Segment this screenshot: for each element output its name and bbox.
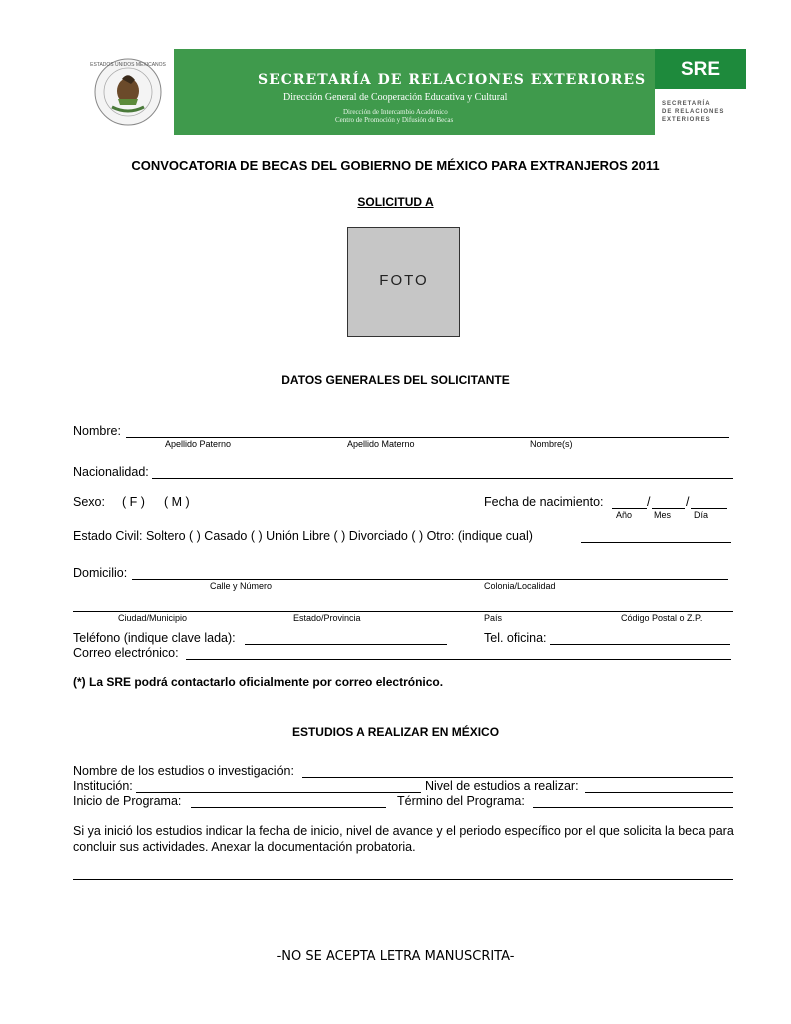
nivel-field[interactable]	[585, 792, 733, 793]
anio-caption: Año	[616, 510, 633, 520]
termino-field[interactable]	[533, 807, 733, 808]
mexico-seal-icon	[82, 49, 174, 135]
estudios-respuesta-field[interactable]	[73, 879, 733, 880]
nota-sre: (*) La SRE podrá contactarlo oficialmente por correo electrónico.	[73, 675, 444, 689]
anio-field[interactable]	[612, 508, 647, 509]
fecha-slash-1: /	[647, 495, 651, 509]
banner-direccion: Dirección General de Cooperación Educativa y Cultural	[283, 92, 508, 103]
nombre-field[interactable]	[126, 437, 729, 438]
estudios-parrafo: Si ya inició los estudios indicar la fecha de inicio, nivel de avance y el periodo específico por el que solicita la beca para concluir sus actividades. Anexar la documentación probatoria.	[73, 824, 734, 854]
institucion-field[interactable]	[136, 792, 421, 793]
pais-caption: País	[484, 613, 503, 623]
seal-text: ESTADOS UNIDOS MEXICANOS	[90, 62, 166, 68]
nacionalidad-field[interactable]	[152, 478, 733, 479]
dia-field[interactable]	[691, 508, 727, 509]
banner-secretaria: SECRETARÍA DE RELACIONES EXTERIORES	[258, 72, 647, 88]
apellido-materno-caption: Apellido Materno	[347, 439, 415, 449]
fecha-slash-2: /	[686, 495, 690, 509]
telefono-label: Teléfono (indique clave lada):	[73, 631, 236, 645]
domicilio-field-2[interactable]	[73, 611, 733, 612]
apellido-paterno-caption: Apellido Paterno	[165, 439, 232, 449]
sexo-m-option[interactable]: ( M )	[164, 495, 190, 509]
estado-civil-otro-field[interactable]	[581, 542, 731, 543]
sexo-label: Sexo:	[73, 495, 105, 509]
section-general-title: DATOS GENERALES DEL SOLICITANTE	[281, 373, 510, 387]
fecha-nacimiento-label: Fecha de nacimiento:	[484, 495, 604, 509]
correo-field[interactable]	[186, 659, 731, 660]
seal-box	[82, 49, 174, 135]
estado-caption: Estado/Provincia	[293, 613, 361, 623]
sre-logo-sub: SECRETARÍA DE RELACIONES EXTERIORES	[662, 101, 725, 123]
sexo-f-option[interactable]: ( F )	[122, 495, 145, 509]
termino-label: Término del Programa:	[397, 794, 525, 808]
nombre-label: Nombre:	[73, 424, 121, 438]
banner-centro: Centro de Promoción y Difusión de Becas	[335, 116, 454, 124]
document-subtitle: SOLICITUD A	[357, 195, 434, 209]
inicio-field[interactable]	[191, 807, 386, 808]
nombre-estudios-field[interactable]	[302, 777, 733, 778]
correo-label: Correo electrónico:	[73, 646, 179, 660]
ciudad-caption: Ciudad/Municipio	[118, 613, 188, 623]
footer-note: -NO SE ACEPTA LETRA MANUSCRITA-	[276, 949, 515, 964]
tel-oficina-label: Tel. oficina:	[484, 631, 547, 645]
telefono-field[interactable]	[245, 644, 447, 645]
photo-label: FOTO	[379, 272, 429, 289]
colonia-caption: Colonia/Localidad	[484, 581, 556, 591]
tel-oficina-field[interactable]	[550, 644, 730, 645]
nombre-estudios-label: Nombre de los estudios o investigación:	[73, 764, 294, 778]
estado-civil-label: Estado Civil: Soltero ( ) Casado ( ) Unión Libre ( ) Divorciado ( ) Otro: (indique cual)	[73, 529, 533, 543]
nivel-label: Nivel de estudios a realizar:	[425, 779, 579, 793]
calle-caption: Calle y Número	[210, 581, 273, 591]
nacionalidad-label: Nacionalidad:	[73, 465, 149, 479]
nombres-caption: Nombre(s)	[530, 439, 573, 449]
mes-caption: Mes	[654, 510, 672, 520]
mes-field[interactable]	[652, 508, 685, 509]
section-estudios-title: ESTUDIOS A REALIZAR EN MÉXICO	[291, 725, 500, 739]
cp-caption: Código Postal o Z.P.	[621, 613, 703, 623]
dia-caption: Día	[694, 510, 709, 520]
domicilio-field[interactable]	[132, 579, 728, 580]
institucion-label: Institución:	[73, 779, 133, 793]
banner-intercambio: Dirección de Intercambio Académico	[343, 108, 448, 116]
inicio-label: Inicio de Programa:	[73, 794, 182, 808]
domicilio-label: Domicilio:	[73, 566, 128, 580]
document-title: CONVOCATORIA DE BECAS DEL GOBIERNO DE MÉXICO PARA EXTRANJEROS 2011	[131, 158, 660, 173]
sre-logo: SRE	[655, 49, 746, 89]
